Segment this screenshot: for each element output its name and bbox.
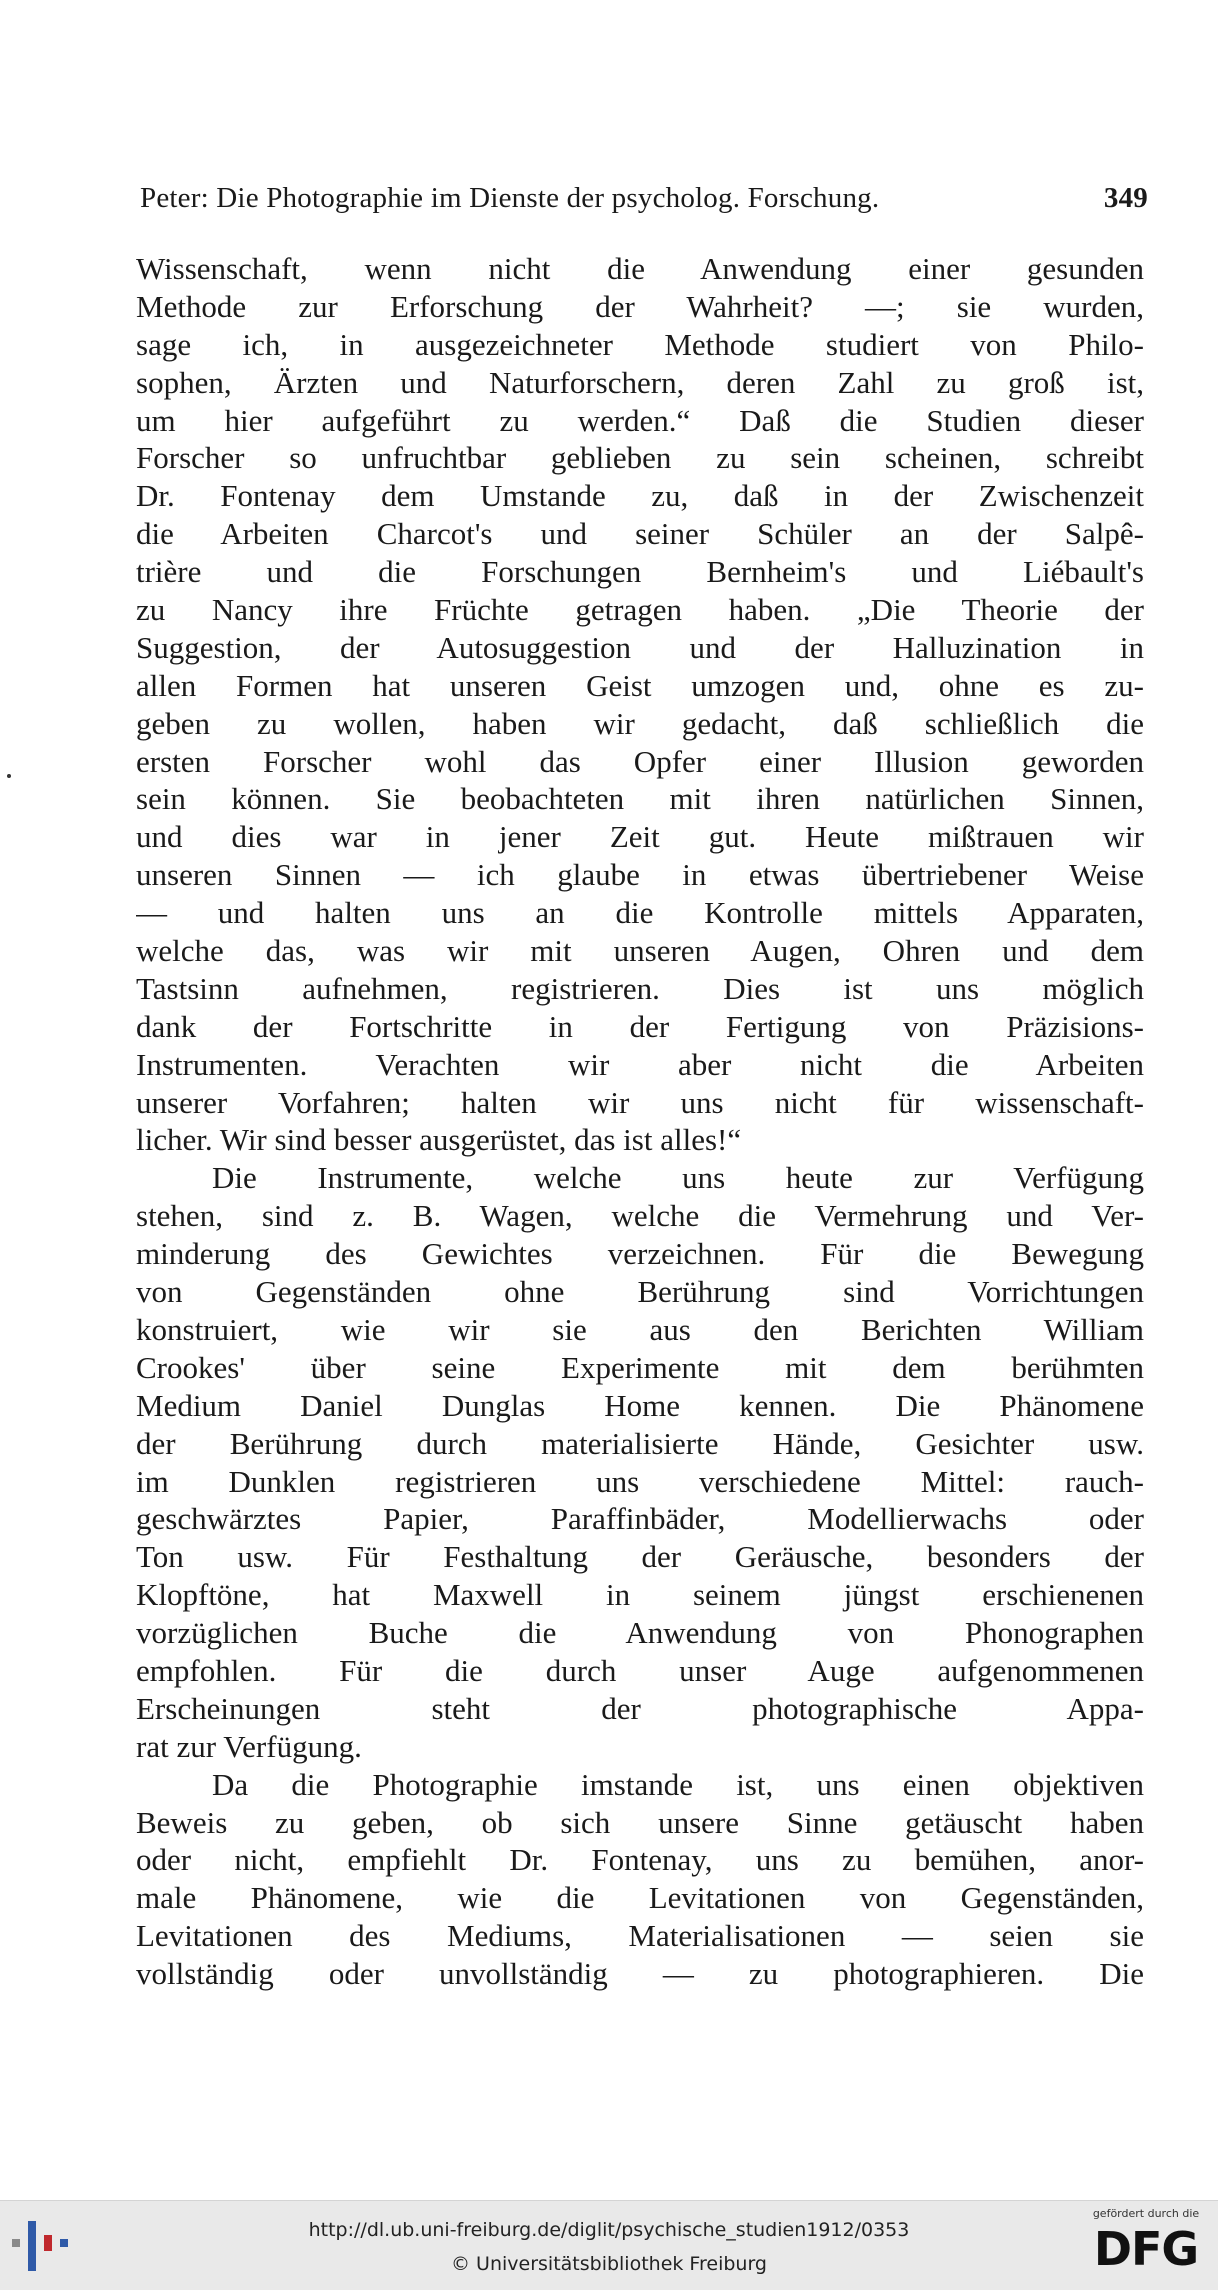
text-line: Beweis zu geben, ob sich unsere Sinne getäuscht haben (136, 1804, 1144, 1840)
page-number: 349 (1103, 182, 1148, 214)
text-line: welche das, was wir mit unseren Augen, Ohren und dem (136, 933, 1144, 969)
margin-speck (7, 774, 11, 778)
text-line: trière und die Forschungen Bernheim's und Liébault's (136, 554, 1144, 590)
text-line: Forscher so unfruchtbar geblieben zu sein scheinen, schreibt (136, 440, 1144, 476)
text-line: Da die Photographie imstande ist, uns einen objektiven (212, 1766, 1144, 1802)
text-line: geben zu wollen, haben wir gedacht, daß schließlich die (136, 705, 1144, 741)
text-line: von Gegenständen ohne Berührung sind Vorrichtungen (136, 1274, 1144, 1310)
copyright-notice: © Universitätsbibliothek Freiburg (451, 2253, 767, 2275)
text-line: empfohlen. Für die durch unser Auge aufgenommenen (136, 1652, 1144, 1688)
text-line: Methode zur Erforschung der Wahrheit? —; sie wurden, (136, 288, 1144, 324)
text-line: ersten Forscher wohl das Opfer einer Illusion geworden (136, 743, 1144, 779)
text-line: dank der Fortschritte in der Fertigung von Präzisions- (136, 1008, 1144, 1044)
text-line: geschwärztes Papier, Paraffinbäder, Modellierwachs oder (136, 1501, 1144, 1537)
text-line: unseren Sinnen — ich glaube in etwas übertriebener Weise (136, 857, 1144, 893)
document-url[interactable]: http://dl.ub.uni-freiburg.de/diglit/psychische_studien1912/0353 (308, 2219, 910, 2241)
text-line: um hier aufgeführt zu werden.“ Daß die Studien dieser (136, 402, 1144, 438)
text-line: vorzüglichen Buche die Anwendung von Phonographen (136, 1615, 1144, 1651)
text-line: — und halten uns an die Kontrolle mittels Apparaten, (136, 895, 1144, 931)
text-line: Klopftöne, hat Maxwell in seinem jüngst erschienenen (136, 1577, 1144, 1613)
text-line: im Dunklen registrieren uns verschiedene Mittel: rauch- (136, 1463, 1144, 1499)
text-line: sophen, Ärzten und Naturforschern, deren Zahl zu groß ist, (136, 364, 1144, 400)
text-line: Wissenschaft, wenn nicht die Anwendung einer gesunden (136, 251, 1144, 286)
dfg-supported-text: gefördert durch die (1092, 2207, 1200, 2220)
text-line: Die Instrumente, welche uns heute zur Verfügung (212, 1160, 1144, 1196)
running-head (140, 178, 1148, 218)
text-line: licher. Wir sind besser ausgerüstet, das ist alles!“ (136, 1122, 742, 1158)
text-line: und dies war in jener Zeit gut. Heute mißtrauen wir (136, 819, 1144, 855)
text-line: Erscheinungen steht der photographische Appa- (136, 1690, 1144, 1726)
text-line: sein können. Sie beobachteten mit ihren natürlichen Sinnen, (136, 781, 1144, 817)
text-line: Medium Daniel Dunglas Home kennen. Die Phänomene (136, 1387, 1144, 1423)
text-line: vollständig oder unvollständig — zu photographieren. Die (136, 1956, 1144, 1992)
text-line: stehen, sind z. B. Wagen, welche die Vermehrung und Ver- (136, 1198, 1144, 1234)
text-line: unserer Vorfahren; halten wir uns nicht für wissenschaft- (136, 1084, 1144, 1120)
text-line: zu Nancy ihre Früchte getragen haben. „Die Theorie der (136, 592, 1144, 628)
text-line: Dr. Fontenay dem Umstande zu, daß in der Zwischenzeit (136, 478, 1144, 514)
text-line: Tastsinn aufnehmen, registrieren. Dies ist uns möglich (136, 970, 1144, 1006)
text-line: Ton usw. Für Festhaltung der Geräusche, besonders der (136, 1539, 1144, 1575)
text-line: der Berührung durch materialisierte Hände, Gesichter usw. (136, 1425, 1144, 1461)
text-line: Instrumenten. Verachten wir aber nicht die Arbeiten (136, 1046, 1144, 1082)
text-line: minderung des Gewichtes verzeichnen. Für die Bewegung (136, 1236, 1144, 1272)
text-line: Crookes' über seine Experimente mit dem berühmten (136, 1349, 1144, 1385)
text-line: die Arbeiten Charcot's und seiner Schüler an der Salpê- (136, 516, 1144, 552)
text-line: Suggestion, der Autosuggestion und der Halluzination in (136, 629, 1144, 665)
dfg-logo (1086, 2207, 1206, 2287)
text-line: konstruiert, wie wir sie aus den Berichten William (136, 1311, 1144, 1347)
text-line: allen Formen hat unseren Geist umzogen und, ohne es zu- (136, 667, 1144, 703)
text-line: sage ich, in ausgezeichneter Methode studiert von Philo- (136, 326, 1144, 362)
text-line: rat zur Verfügung. (136, 1728, 362, 1764)
text-line: Levitationen des Mediums, Materialisationen — seien sie (136, 1918, 1144, 1954)
viewer-footer (0, 2200, 1218, 2290)
text-line: male Phänomene, wie die Levitationen von Gegenständen, (136, 1880, 1144, 1916)
dfg-mark: DFG (1093, 2222, 1199, 2276)
text-line: oder nicht, empfiehlt Dr. Fontenay, uns zu bemühen, anor- (136, 1842, 1144, 1878)
running-title: Peter: Die Photographie im Dienste der psycholog. Forschung. (140, 182, 880, 214)
body-text (136, 250, 1144, 1993)
